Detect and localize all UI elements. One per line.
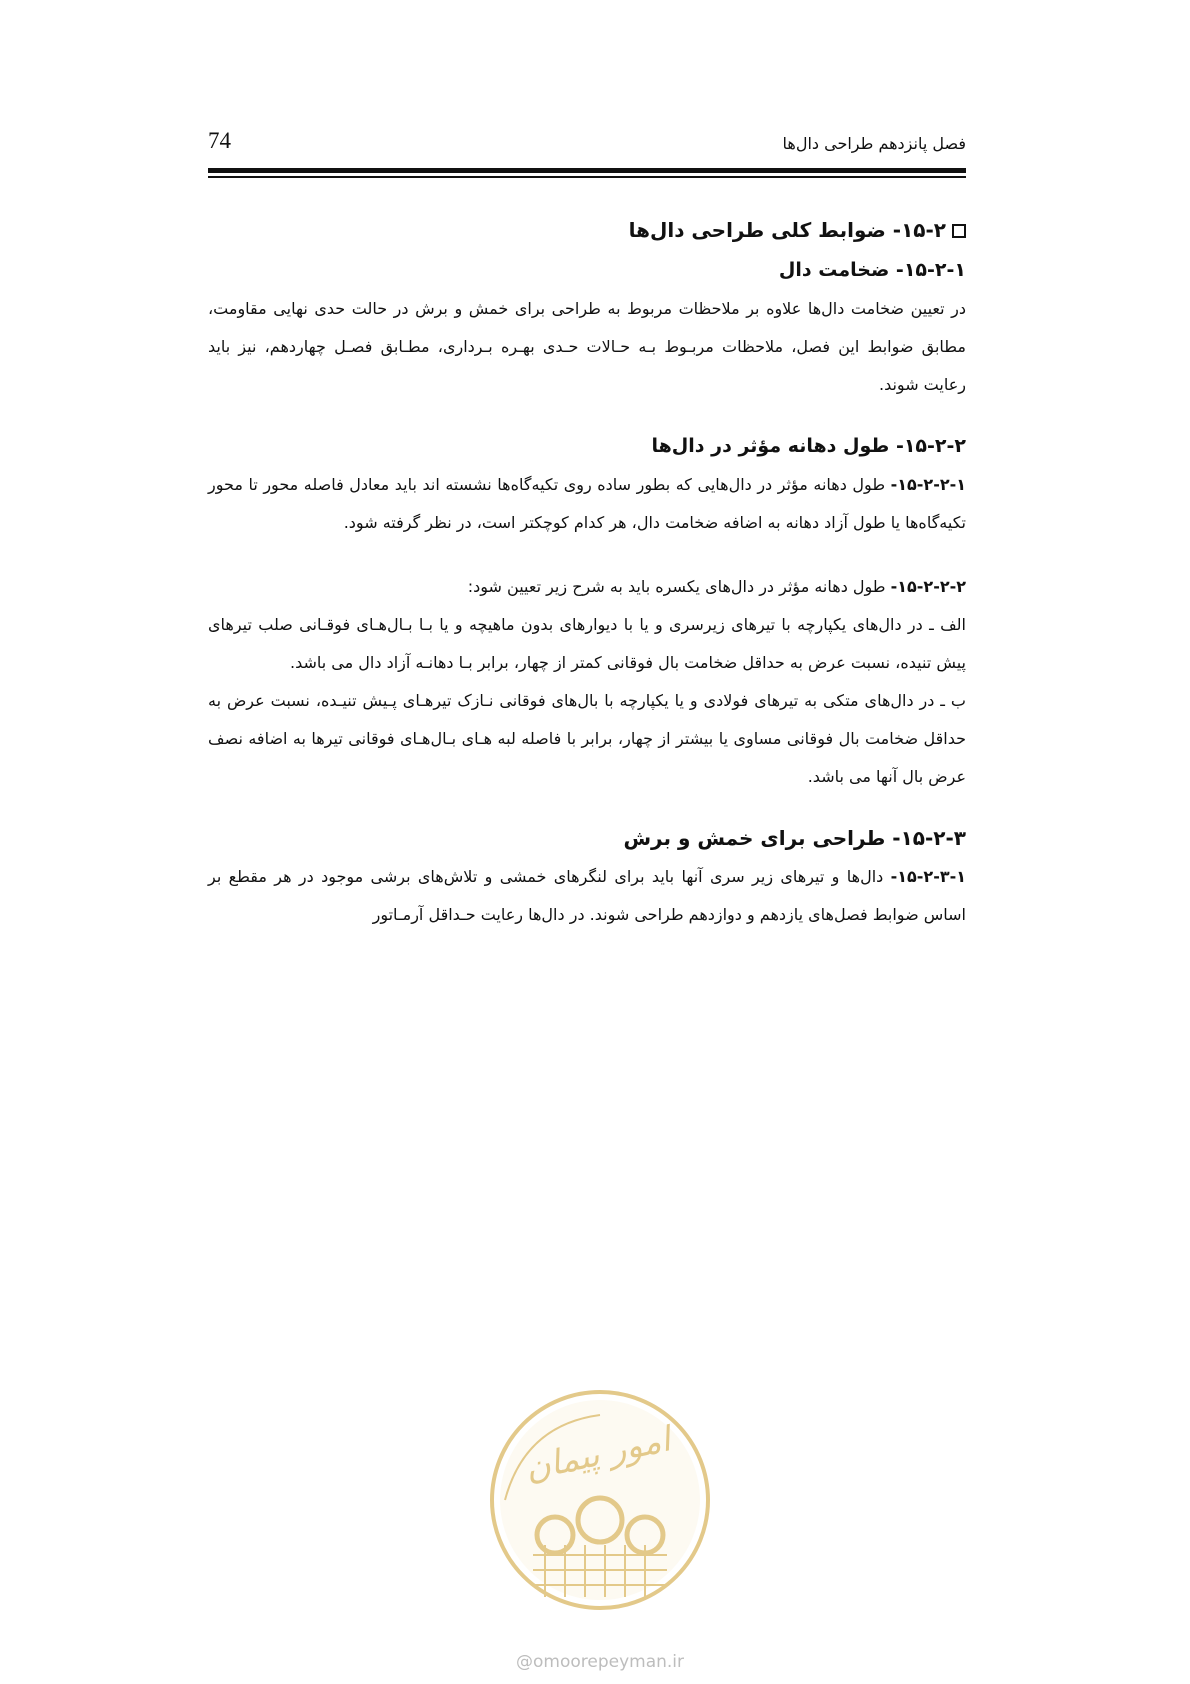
clause-number: ۱۵-۲-۲-۱- — [890, 475, 966, 494]
section-heading: ۱۵-۲- ضوابط کلی طراحی دال‌ها — [208, 210, 966, 250]
list-item: ب ـ در دال‌های متکی به تیرهای فولادی و یا یکپارچه با بال‌های فوقانی نـازک تیرهـای پـیش تنیـده، نسبت عرض به حداقل ضخامت بال فوقانی مساوی یا بیشتر از چهار، برابر با فاصله لبه هـای بـال‌هـای فوقانی تیرها به اضافه نصف عرض بال آنها می باشد. — [208, 691, 966, 786]
organization-seal-icon — [485, 1385, 715, 1615]
checkbox-square-icon — [952, 224, 966, 238]
paragraph: ۱۵-۲-۳-۱- دال‌ها و تیرهای زیر سری آنها باید برای لنگرهای خمشی و تلاش‌های برشی موجود در هر مقطع بر اساس ضوابط فصل‌های یازدهم و دوازدهم طراحی شوند. در دال‌ها رعایت حـداقل آرمـاتور — [208, 867, 966, 924]
header-thin-rule — [208, 176, 966, 178]
clause-number: ۱۵-۲-۲-۲- — [890, 577, 966, 596]
section-heading: ۱۵-۲-۲- طول دهانه مؤثر در دال‌ها — [651, 435, 966, 457]
subsection-heading: ۱۵-۲-۱- ضخامت دال — [778, 259, 966, 281]
paragraph: ۱۵-۲-۲-۲- طول دهانه مؤثر در دال‌های یکسره باید به شرح زیر تعیین شود: — [467, 577, 966, 596]
clause-number: ۱۵-۲-۳-۱- — [890, 867, 966, 886]
page-number: 74 — [208, 128, 231, 153]
watermark-text: @omoorepeyman.ir — [515, 1652, 685, 1672]
list-item: الف ـ در دال‌های یکپارچه با تیرهای زیرسری و یا با دیوارهای بدون ماهیچه و یا بـا بـال‌هـای فوقـانی صلب تیرهای پیش تنیده، نسبت عرض به حداقل ضخامت بال فوقانی کمتر از چهار، برابر بـا دهانـه آزاد دال می باشد. — [208, 615, 966, 672]
page-content — [208, 210, 966, 934]
section-heading: ۱۵-۲-۳- طراحی برای خمش و برش — [623, 826, 966, 850]
page-header — [208, 128, 966, 164]
paragraph: ۱۵-۲-۲-۱- طول دهانه مؤثر در دال‌هایی که بطور ساده روی تکیه‌گاه‌ها نشسته اند باید معادل فاصله محور تا محور تکیه‌گاه‌ها یا طول آزاد دهانه به اضافه ضخامت دال، هر کدام کوچکتر است، در نظر گرفته شود. — [208, 475, 966, 532]
svg-text:امور پیمان: امور پیمان — [521, 1419, 674, 1490]
header-thick-rule — [208, 168, 966, 173]
paragraph: در تعیین ضخامت دال‌ها علاوه بر ملاحظات مربوط به طراحی برای خمش و برش در حالت حدی نهایی مقاومت، مطابق ضوابط این فصل، ملاحظات مربـوط بـه حـالات حـدی بهـره بـرداری، مطـابق فصـل چهاردهم، نیز باید رعایت شوند. — [208, 299, 966, 394]
chapter-title: فصل پانزدهم طراحی دال‌ها — [782, 134, 966, 153]
